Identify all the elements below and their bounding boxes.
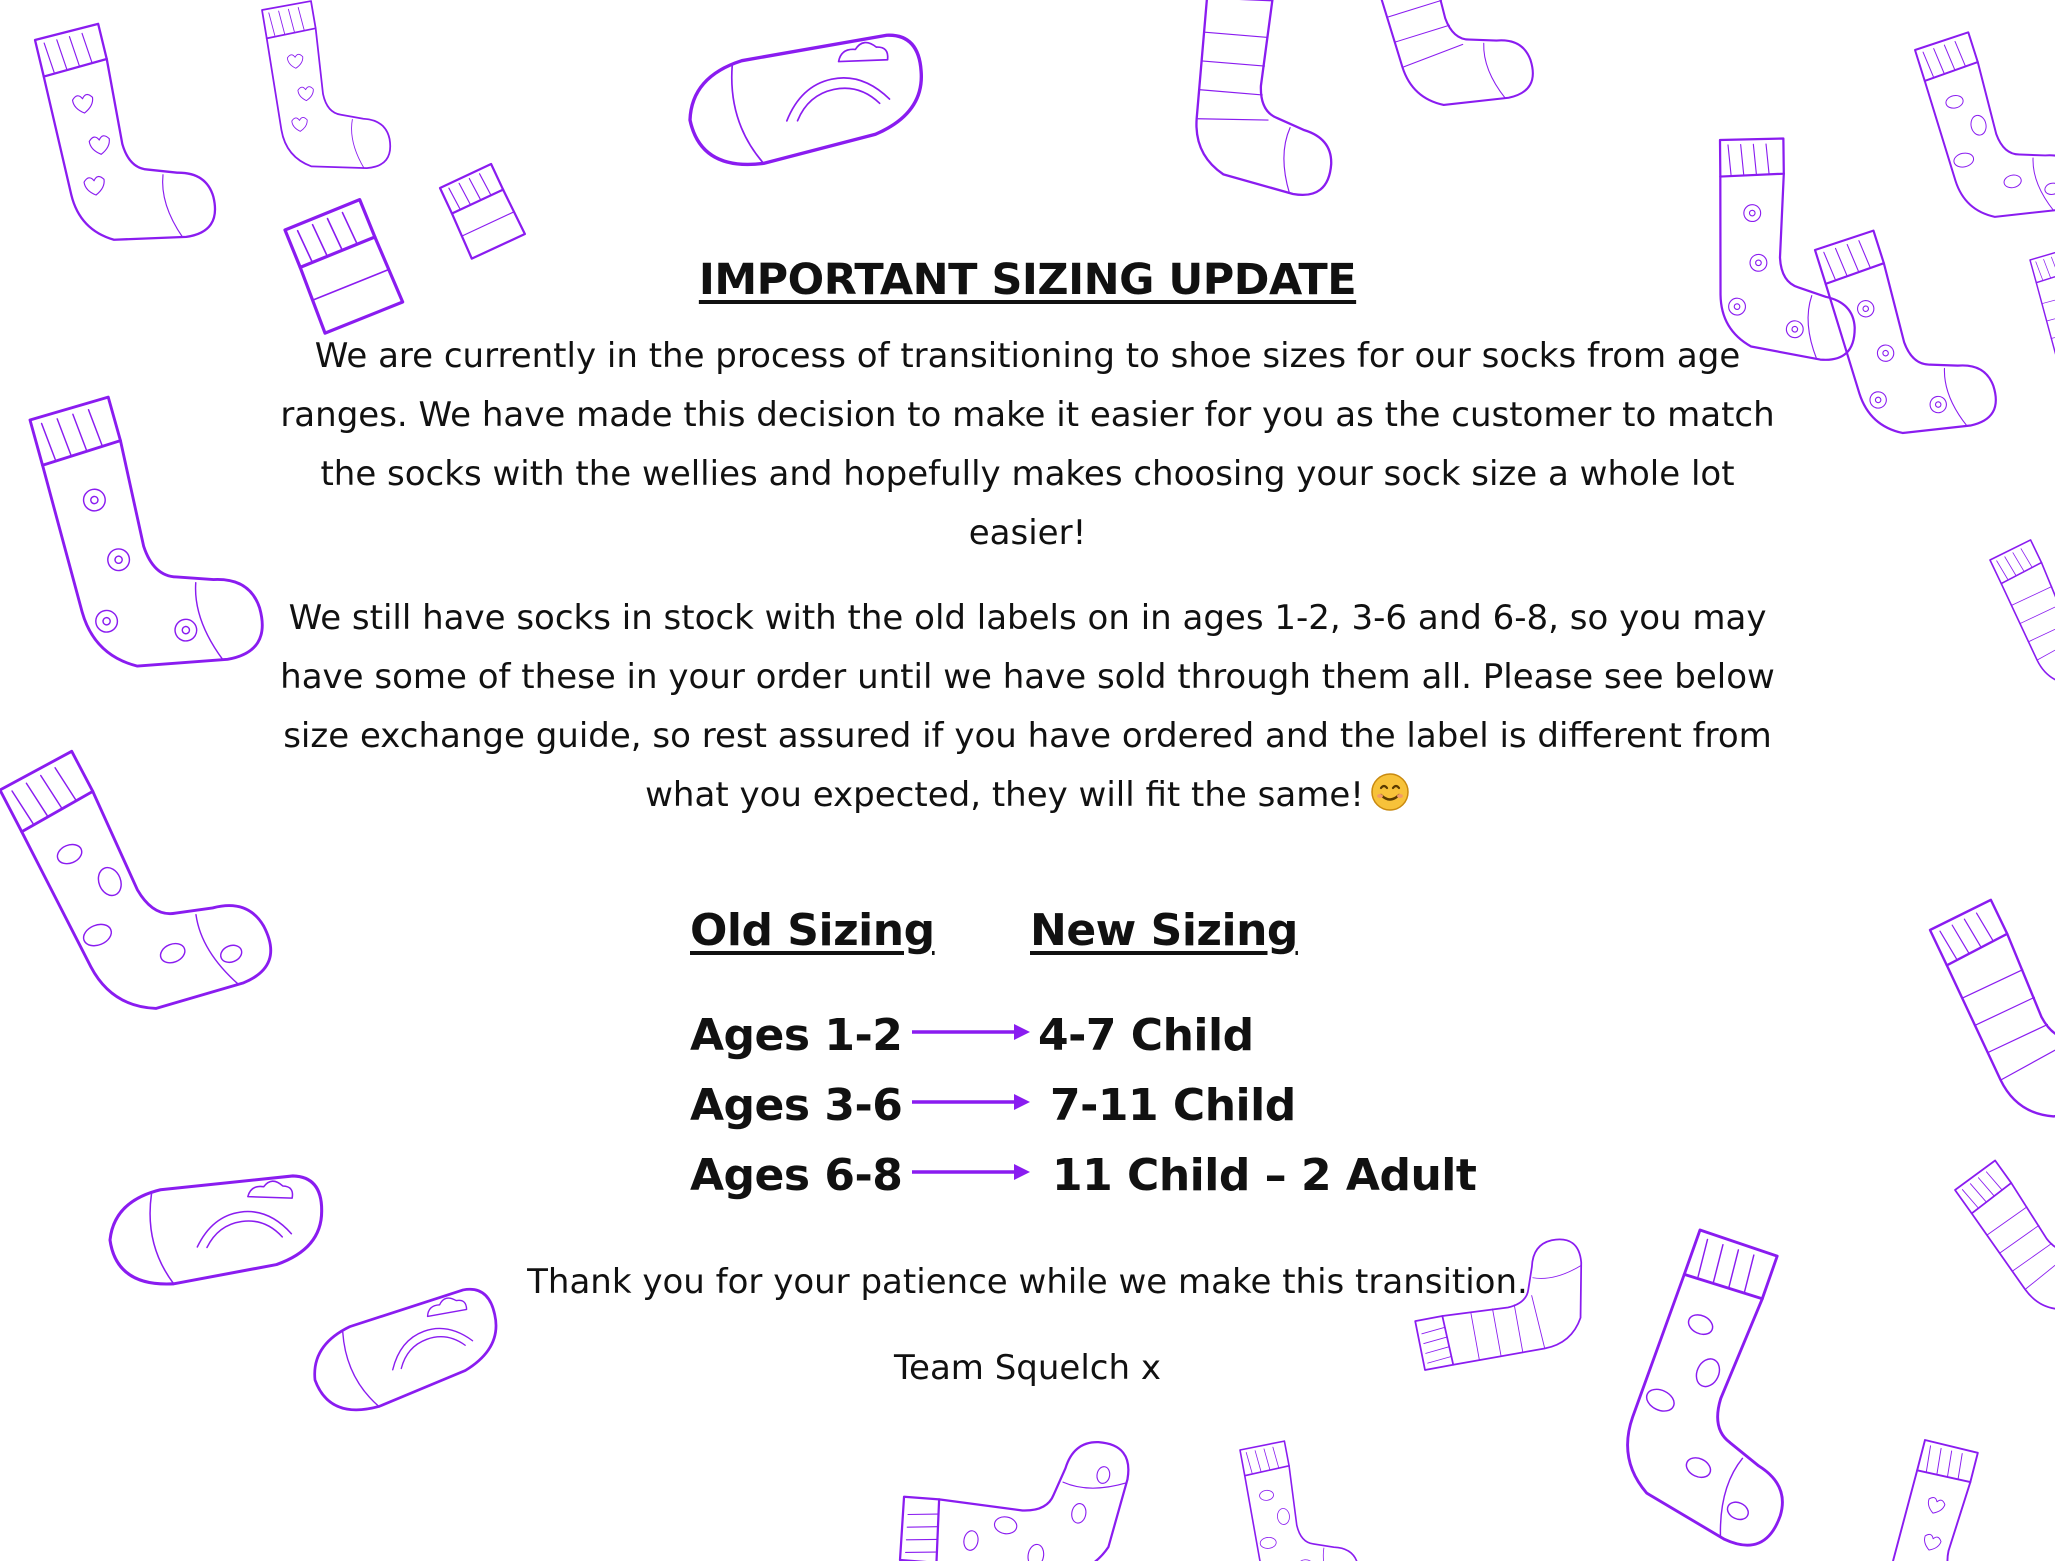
- notice-paragraph-2: [280, 589, 1775, 825]
- size-row: [690, 1010, 1590, 1070]
- old-size: Ages 1-2: [690, 1010, 903, 1061]
- notice-paragraph-1: [280, 327, 1775, 563]
- size-exchange-guide: [690, 905, 1590, 1215]
- size-row: [690, 1150, 1590, 1210]
- new-size: 4-7 Child: [1038, 1010, 1254, 1061]
- notice-paragraph-2-text: We still have socks in stock with the old labels on in ages 1-2, 3-6 and 6-8, so you may have some of these in your order until we have sold through them all. Please see below size exchange guide, so rest assured if you have ordered and the label is different from what you expected, they will fit the same!: [280, 598, 1775, 815]
- old-sizing-heading: Old Sizing: [690, 905, 935, 956]
- notice-paragraph-1-text: We are currently in the process of transitioning to shoe sizes for our socks from age ranges. We have made this decision to make it easier for you as the customer to match the socks with the wellies and hopefully makes choosing your sock size a whole lot easier!: [280, 336, 1775, 553]
- notice-title: IMPORTANT SIZING UPDATE: [698, 255, 1357, 305]
- new-size: 7-11 Child: [1050, 1080, 1296, 1131]
- old-size: Ages 6-8: [690, 1150, 903, 1201]
- new-sizing-heading: New Sizing: [1030, 905, 1298, 956]
- right-arrow-icon: [910, 1088, 1030, 1118]
- sizing-notice: [280, 255, 1775, 825]
- right-arrow-icon: [910, 1158, 1030, 1188]
- new-size: 11 Child – 2 Adult: [1052, 1150, 1477, 1201]
- smiling-face-icon: [1370, 772, 1410, 812]
- right-arrow-icon: [910, 1018, 1030, 1048]
- size-row: [690, 1080, 1590, 1140]
- thank-you-message: Thank you for your patience while we make this transition.: [527, 1262, 1528, 1302]
- old-size: Ages 3-6: [690, 1080, 903, 1131]
- signature: Team Squelch x: [894, 1348, 1161, 1388]
